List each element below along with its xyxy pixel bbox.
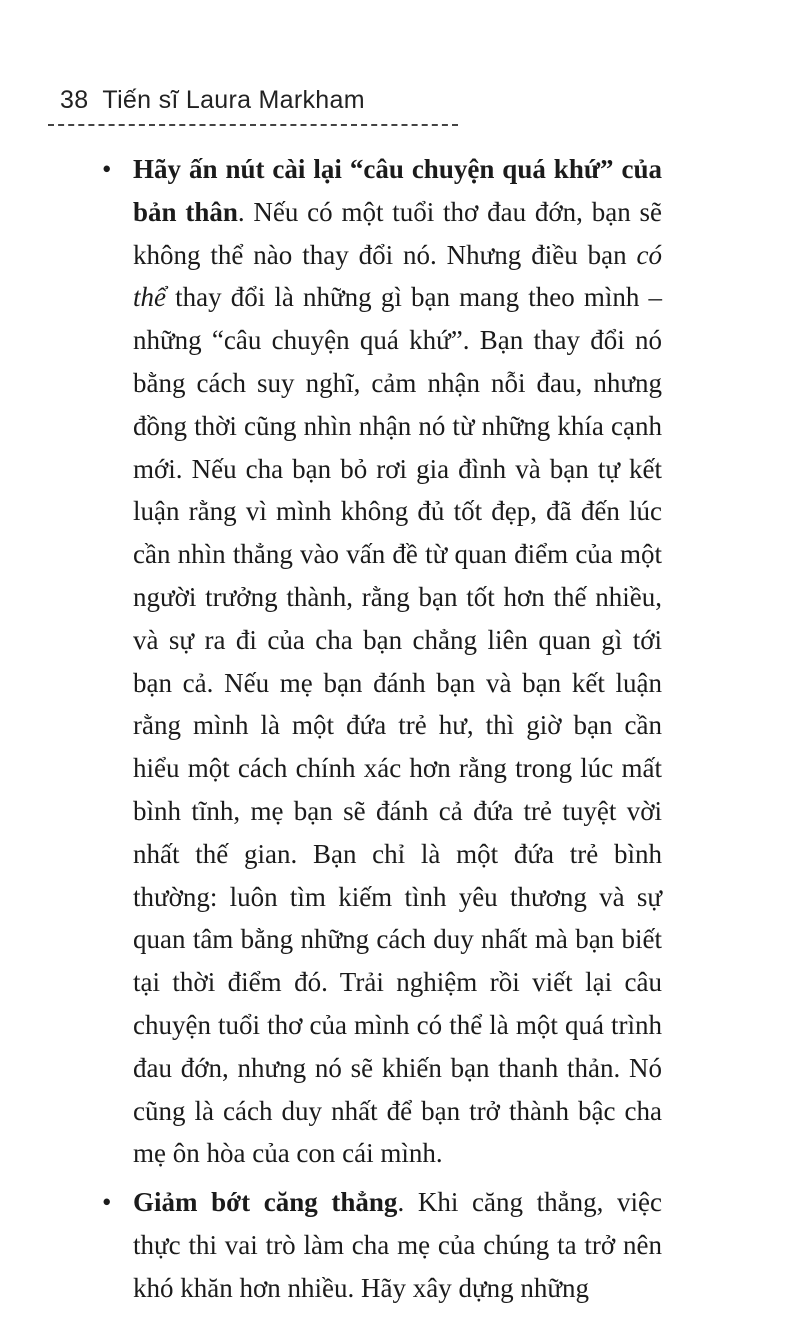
page-number: 38: [60, 86, 89, 114]
bullet-text: . Nếu có một tuổi thơ đau đớn, bạn sẽ không thể nào thay đổi nó. Nhưng điều bạn: [133, 196, 662, 270]
bullet-paragraph: [102, 1181, 662, 1309]
bullet-paragraph: [102, 148, 662, 1175]
bullet-lead: Giảm bớt căng thẳng: [133, 1187, 398, 1218]
bullet-lead: Hãy ấn nút cài lại “câu chuyện quá khứ” của bản thân: [133, 154, 662, 227]
body-text: [102, 148, 662, 1310]
running-title: Tiến sĩ Laura Markham: [102, 86, 365, 114]
bullet-mark: •: [102, 154, 112, 184]
running-header: [60, 86, 365, 115]
bullet-mark: •: [102, 1187, 112, 1218]
bullet-italic-text: có thể: [133, 239, 662, 313]
bullet-text: . Khi căng thẳng, việc thực thi vai trò làm cha mẹ của chúng ta trở nên khó khăn hơn nhiều. Hãy xây dựng những: [133, 1187, 662, 1303]
header-divider: [48, 124, 458, 126]
bullet-text: thay đổi là những gì bạn mang theo mình – những “câu chuyện quá khứ”. Bạn thay đổi nó bằng cách suy nghĩ, cảm nhận nỗi đau, nhưng đồng thời cũng nhìn nhận nó từ những khía cạnh mới. Nếu cha bạn bỏ rơi gia đình và bạn tự kết luận rằng vì mình không đủ tốt đẹp, đã đến lúc cần nhìn thẳng vào vấn đề từ quan điểm của một người trưởng thành, rằng bạn tốt hơn thế nhiều, và sự ra đi của cha bạn chẳng liên quan gì tới bạn cả. Nếu mẹ bạn đánh bạn và bạn kết luận rằng mình là một đứa trẻ hư, thì giờ bạn cần hiểu một cách chính xác hơn rằng trong lúc mất bình tĩnh, mẹ bạn sẽ đánh cả đứa trẻ tuyệt vời nhất thế gian. Bạn chỉ là một đứa trẻ bình thường: luôn tìm kiếm tình yêu thương và sự quan tâm bằng những cách duy nhất mà bạn biết tại thời điểm đó. Trải nghiệm rồi viết lại câu chuyện tuổi thơ của mình có thể là một quá trình đau đớn, nhưng nó sẽ khiến bạn thanh thản. Nó cũng là cách duy nhất để bạn trở thành bậc cha mẹ ôn hòa của con cái mình.: [133, 282, 662, 1169]
